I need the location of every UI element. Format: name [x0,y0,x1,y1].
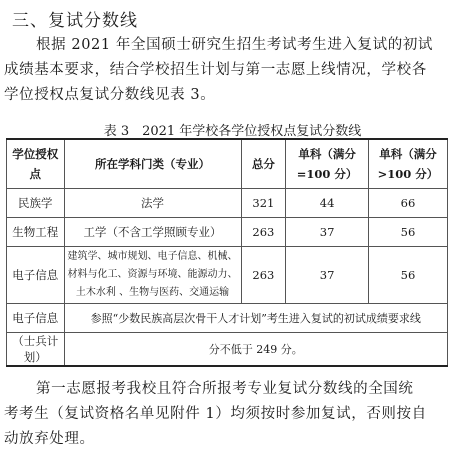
table-row [7,303,448,332]
table-row [7,332,448,366]
cell-single-100: 37 [286,246,369,303]
cell-total: 263 [241,217,286,246]
cell-single-over-100: 56 [368,217,447,246]
cell-single-over-100: 66 [368,188,447,217]
cell-single-100: 44 [286,188,369,217]
header-single-over-100 [368,139,447,188]
header-single-100-b: =100 分） [296,166,358,181]
intro-line: 根据 2021 年全国硕士研究生招生考试考生进入复试的初试 [36,37,434,53]
header-single-100 [286,139,369,188]
header-single-over-100-a: 单科（满分 [379,146,437,161]
major-line: 材料与化工、资源与环境、能源动力、 [67,268,238,280]
table-header-row [7,139,448,188]
cell-unit: 电子信息 [7,246,65,303]
cell-total: 263 [241,246,286,303]
closing-paragraph [4,377,456,452]
cell-unit: 电子信息 [7,303,65,332]
major-line: 建筑学、城市规划、电子信息、机械、 [67,250,238,262]
cell-unit: 民族学 [7,188,65,217]
intro-line: 学位授权点复试分数线见表 3。 [4,87,216,103]
intro-line: 成绩基本要求，结合学校招生计划与第一志愿上线情况，学校各 [4,62,427,78]
cell-unit: 生物工程 [7,217,65,246]
cell-major [64,246,241,303]
cell-note: 参照“少数民族高层次骨干人才计划”考生进入复试的初试成绩要求线 [64,303,447,332]
intro-paragraph [4,33,456,108]
cell-single-100: 37 [286,217,369,246]
table-row [7,188,448,217]
section-heading: 三、复试分数线 [12,11,138,31]
table-caption: 表 3 2021 年学校各学位授权点复试分数线 [103,124,362,139]
header-single-100-a: 单科（满分 [298,146,356,161]
table-row [7,217,448,246]
cell-major: 法学 [64,188,241,217]
header-total: 总分 [241,139,286,188]
closing-line: 考考生（复试资格名单见附件 1）均须按时参加复试，否则按自 [4,406,427,422]
cell-total: 321 [241,188,286,217]
cell-unit: （士兵计划） [7,332,65,366]
header-major: 所在学科门类（专业） [64,139,241,188]
score-table [6,138,448,367]
header-unit: 学位授权点 [7,139,65,188]
closing-line: 动放弃处理。 [4,431,95,447]
major-line: 土木水利 、生物与医药、交通运输 [75,286,230,298]
table-row [7,246,448,303]
cell-major: 工学（不含工学照顾专业） [64,217,241,246]
cell-single-over-100: 56 [368,246,447,303]
cell-note: 分不低于 249 分。 [64,332,447,366]
header-single-over-100-b: >100 分） [377,166,439,181]
closing-line: 第一志愿报考我校且符合所报考专业复试分数线的全国统 [36,381,414,397]
